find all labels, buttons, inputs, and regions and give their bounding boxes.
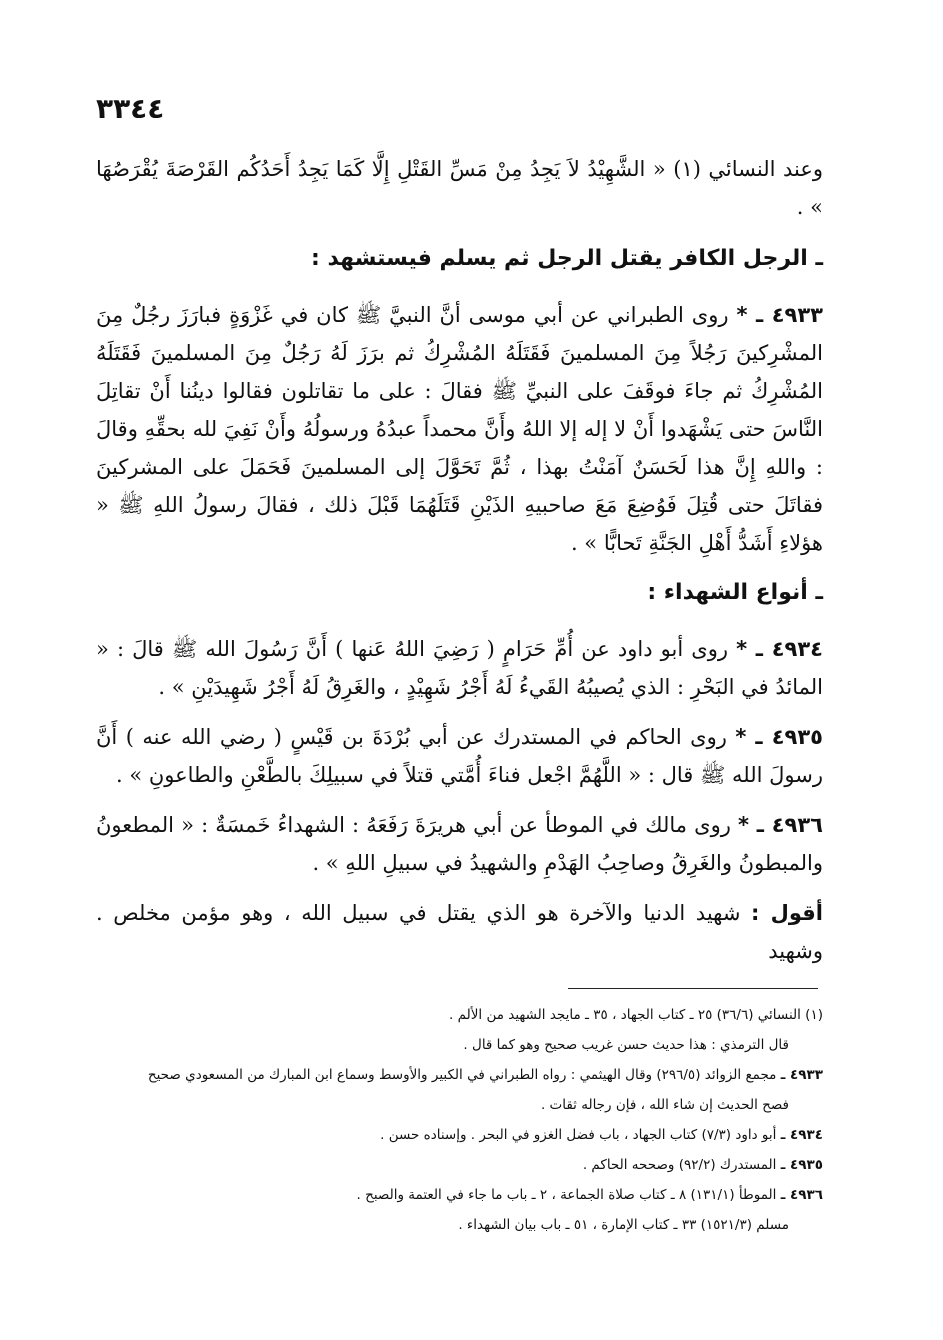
hadith-text: روى الحاكم في المستدرك عن أبي بُرْدَةَ بن قَيْسٍ ( رضي الله عنه ) أَنَّ رسولَ الله ﷺ قال : « اللَّهُمَّ اجْعل فناءَ أُمَّتي قتلاً في سبيلِكَ بالطَّعْنِ والطاعونِ » .	[96, 725, 823, 787]
footnote-line: (١) النسائي (٣٦/٦) ٢٥ ـ كتاب الجهاد ، ٣٥ ـ مايجد الشهيد من الألم .	[449, 1007, 823, 1023]
footnote-separator	[568, 988, 818, 989]
aqul-text: شهيد الدنيا والآخرة هو الذي يقتل في سبيل الله ، وهو مؤمن مخلص . وشهيد	[96, 901, 823, 963]
footnote-line: فصح الحديث إن شاء الله ، فإن رجاله ثقات .	[540, 1097, 789, 1113]
aqul-label: أقول :	[751, 901, 823, 925]
hadith-text: روى أبو داود عن أُمِّ حَرَامٍ ( رَضِيَ اللهُ عَنها ) أَنَّ رَسُولَ الله ﷺ قالَ : « المائدُ في البَحْرِ : الذي يُصيبُهُ القَيءُ لَهُ أَجْرُ شَهِيْدٍ ، والغَرِقُ لَهُ أَجْرُ شَهِيدَيْنِ » .	[96, 637, 823, 699]
hadith-4935	[96, 718, 823, 794]
hadith-number: ٤٩٣٦ ـ *	[738, 813, 823, 837]
section-heading-convert: ـ الرجل الكافر يقتل الرجل ثم يسلم فيستشهد :	[311, 246, 823, 271]
hadith-4936	[96, 806, 823, 882]
footnote-line: ٤٩٣٦ ـ الموطأ (١٣١/١) ٨ ـ كتاب صلاة الجماعة ، ٢ ـ باب ما جاء في العتمة والصبح .	[356, 1187, 823, 1203]
aqul-paragraph	[96, 894, 823, 970]
hadith-text: روى مالك في الموطأ عن أبي هريرَةَ رَفَعَهُ : الشهداءُ خَمسَةٌ : « المطعونُ والمبطونُ والغَرِقُ وصاحِبُ الهَدْمِ والشهيدُ في سبيلِ اللهِ » .	[96, 813, 823, 875]
footnote-line: ٤٩٣٣ ـ مجمع الزوائد (٢٩٦/٥) وقال الهيثمي : رواه الطبراني في الكبير والأوسط وسماع ابن المبارك من المسعودي صحيح	[147, 1067, 823, 1083]
hadith-text: روى الطبراني عن أبي موسى أنَّ النبيَّ ﷺ كان في غَزْوَةٍ فبارَزَ رجُلٌ مِنَ المشْرِكينَ رَجُلاً مِنَ المسلمينَ فَقَتَلَهُ المُشْرِكُ ثم برَزَ لَهُ رَجُلٌ مِنَ المسلمينَ فَقَتَلَهُ المُشْرِكُ ثم جاءَ فوقَفَ على النبيِّ ﷺ فقالَ : على ما تقاتلون فقالوا دينُنا أَنْ تقاتِلَ النَّاسَ حتى يَشْهَدوا أَنْ لا إله إلا اللهُ وأَنَّ محمداً عبدُهُ ورسولُهُ وأَنْ نَفِيَ لله بحقِّهِ وقالَ : واللهِ إِنَّ هذا لَحَسَنٌ آمَنْتُ بهذا ، ثُمَّ تَحَوَّلَ إلى المسلمينَ فَحَمَلَ على المشركينَ فقاتَلَ حتى قُتِلَ فَوُضِعَ مَعَ صاحبيهِ الذَيْنِ قَتَلَهُمَا قَبْلَ ذلك ، فقالَ رسولُ اللهِ ﷺ « هؤلاءِ أَشَدُّ أَهْلِ الجَنَّةِ تَحابًّا » .	[96, 303, 823, 555]
hadith-4933	[96, 296, 823, 562]
page-number: ٣٣٤٤	[96, 92, 165, 125]
footnote-line: ٤٩٣٤ ـ أبو داود (٧/٣) كتاب الجهاد ، باب فضل الغزو في البحر . وإسناده حسن .	[380, 1127, 823, 1143]
footnote-line: ٤٩٣٥ ـ المستدرك (٩٢/٢) وصححه الحاكم .	[582, 1157, 823, 1173]
intro-paragraph: وعند النسائي (١) « الشَّهِيْدُ لاَ يَجِدُ مِنْ مَسِّ القَتْلِ إِلَّا كَمَا يَجِدُ أَحَدُكُم القَرْصَةَ يُقْرَصُهَا » .	[96, 157, 823, 219]
hadith-number: ٤٩٣٥ ـ *	[735, 725, 823, 749]
hadith-number: ٤٩٣٣ ـ *	[736, 303, 823, 327]
main-text	[96, 150, 823, 982]
footnotes	[96, 1000, 823, 1240]
footnote-line: قال الترمذي : هذا حديث حسن غريب صحيح وهو كما قال .	[463, 1037, 789, 1053]
hadith-number: ٤٩٣٤ ـ *	[736, 637, 823, 661]
hadith-4934	[96, 630, 823, 706]
section-heading-types: ـ أنواع الشهداء :	[647, 580, 823, 605]
footnote-line: مسلم (١٥٢١/٣) ٣٣ ـ كتاب الإمارة ، ٥١ ـ باب بيان الشهداء .	[458, 1217, 789, 1233]
